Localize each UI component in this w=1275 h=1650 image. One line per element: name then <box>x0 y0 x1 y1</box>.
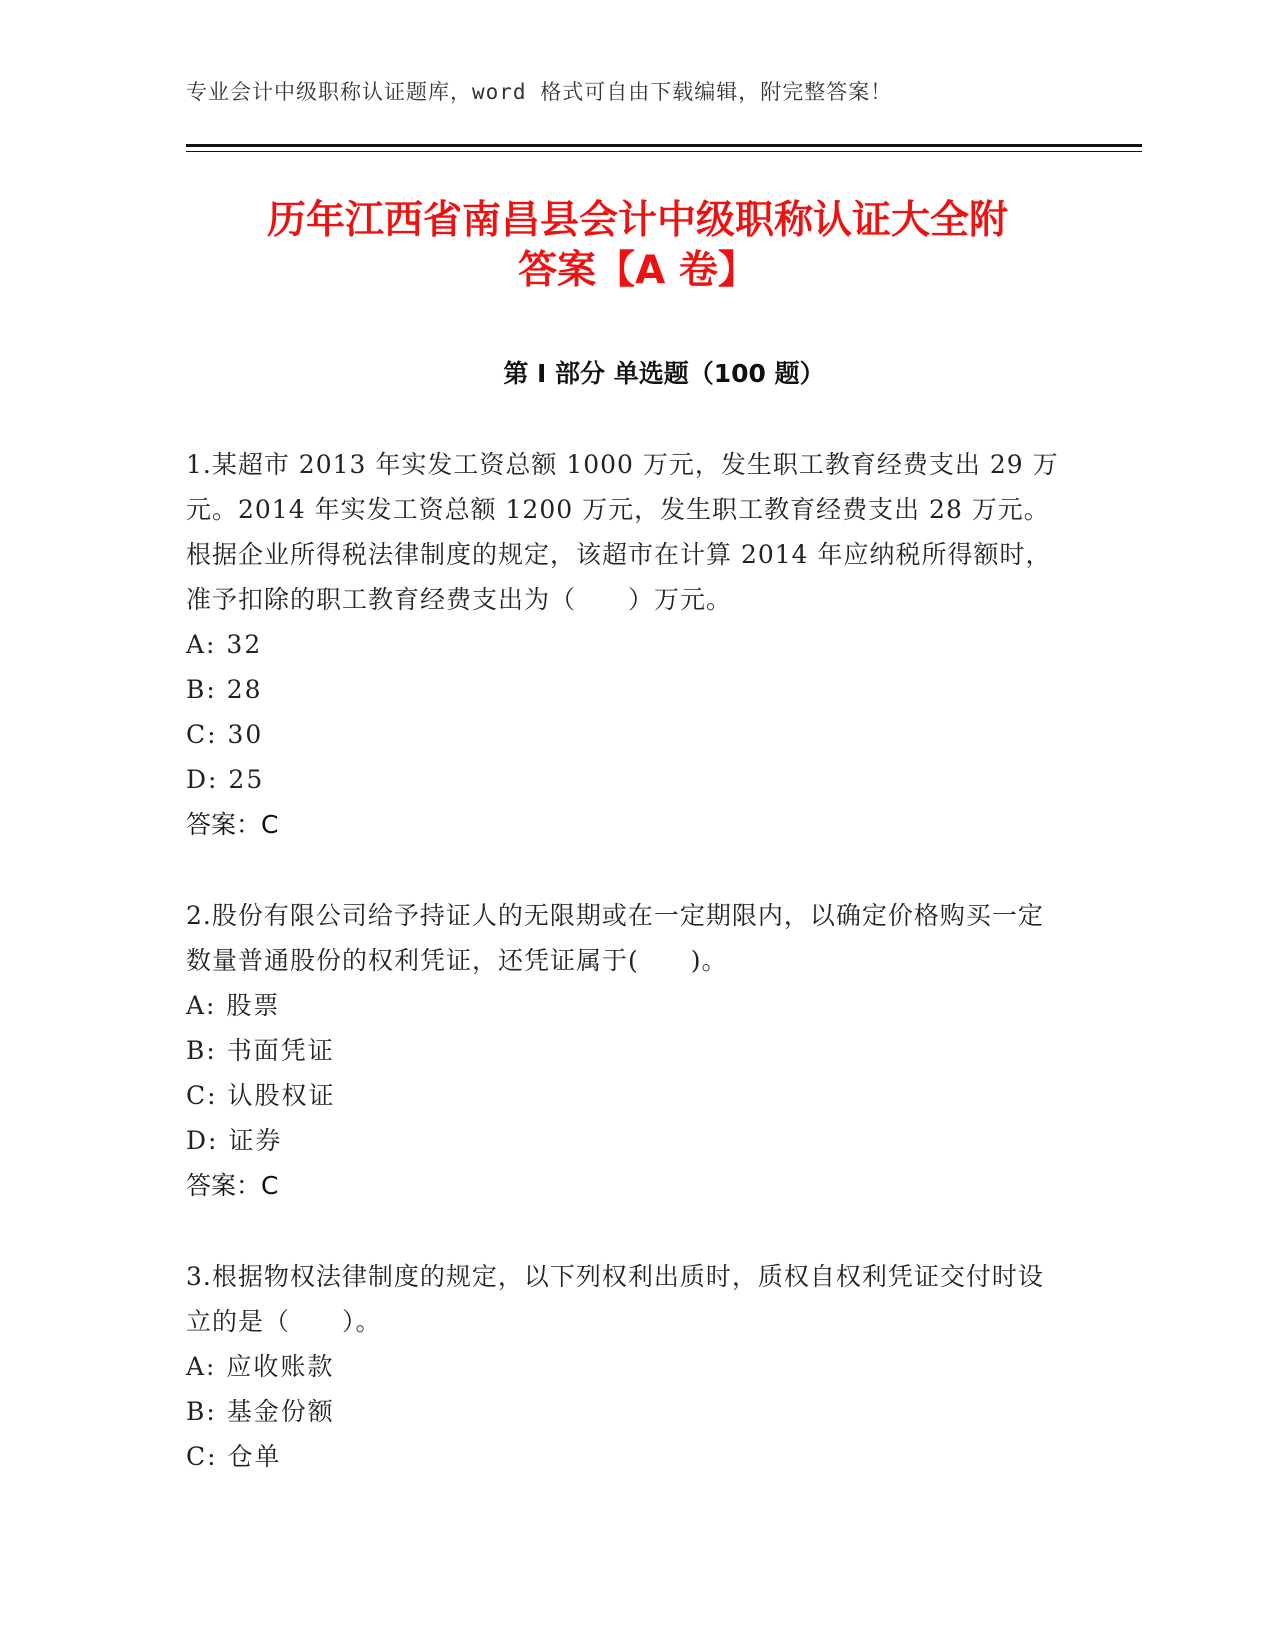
question-1 <box>186 442 1066 847</box>
question-stem: 2.股份有限公司给予持证人的无限期或在一定期限内，以确定价格购买一定数量普通股份的权利凭证，还凭证属于( )。 <box>186 901 1044 975</box>
option-d: D: 证券 <box>186 1126 283 1155</box>
option-a: A: 股票 <box>186 991 281 1020</box>
header-rule-thick <box>186 144 1142 147</box>
question-2 <box>186 893 1066 1208</box>
answer-line: 答案：C <box>186 810 279 839</box>
option-c: C: 仓单 <box>186 1442 282 1471</box>
option-c: C: 30 <box>186 720 264 749</box>
question-stem: 1.某超市 2013 年实发工资总额 1000 万元，发生职工教育经费支出 29 万元。2014 年实发工资总额 1200 万元，发生职工教育经费支出 28 万元。根据企业所得税法律制度的规定，该超市在计算 2014 年应纳税所得额时，准予扣除的职工教育经费支出为（ ）万元。 <box>186 450 1059 614</box>
document-title <box>140 196 1135 296</box>
header-rule-thin <box>186 151 1142 152</box>
answer-line: 答案：C <box>186 1171 279 1200</box>
option-d: D: 25 <box>186 765 265 794</box>
option-c: C: 认股权证 <box>186 1081 336 1110</box>
option-b: B: 书面凭证 <box>186 1036 335 1065</box>
option-b: B: 28 <box>186 675 263 704</box>
section-heading: 第 I 部分 单选题（100 题） <box>503 359 825 388</box>
option-b: B: 基金份额 <box>186 1397 335 1426</box>
header-note: 专业会计中级职称认证题库，word 格式可自由下载编辑，附完整答案！ <box>186 80 893 104</box>
question-list <box>186 442 1066 1525</box>
title-line-1: 历年江西省南昌县会计中级职称认证大全附 <box>266 198 1008 243</box>
option-a: A: 32 <box>186 630 263 659</box>
option-a: A: 应收账款 <box>186 1352 335 1381</box>
question-3 <box>186 1254 1066 1479</box>
title-line-2: 答案【A 卷】 <box>518 248 757 293</box>
question-stem: 3.根据物权法律制度的规定，以下列权利出质时，质权自权利凭证交付时设立的是（ ）。 <box>186 1262 1044 1336</box>
